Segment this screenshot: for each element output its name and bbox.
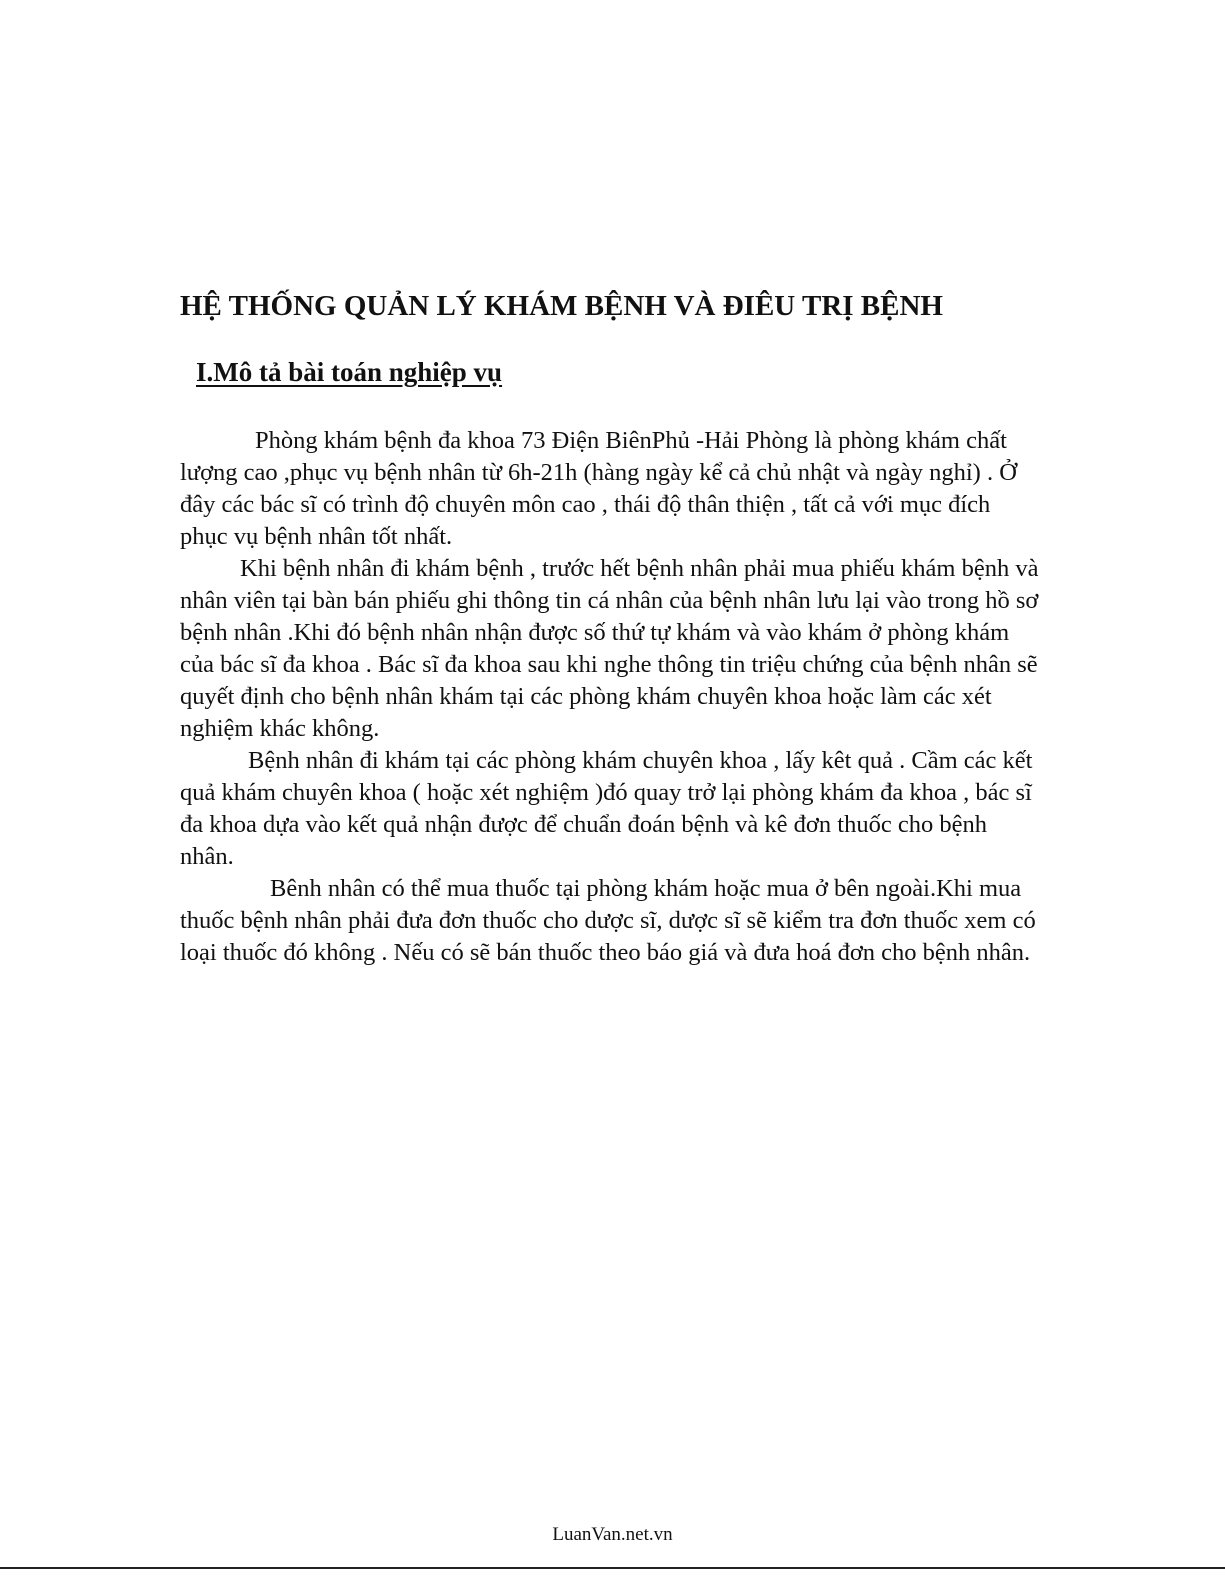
section-heading: I.Mô tả bài toán nghiệp vụ <box>196 357 503 387</box>
paragraph-pharmacy: Bênh nhân có thể mua thuốc tại phòng khám hoặc mua ở bên ngoài.Khi mua thuốc bệnh nhân phải đưa đơn thuốc cho dược sĩ, dược sĩ sẽ kiểm tra đơn thuốc xem có loại thuốc đó không . Nếu có sẽ bán thuốc theo báo giá và đưa hoá đơn cho bệnh nhân. <box>180 875 1036 966</box>
document-title: HỆ THỐNG QUẢN LÝ KHÁM BỆNH VÀ ĐIÊU TRỊ BỆNH <box>180 290 943 322</box>
paragraph-registration: Khi bệnh nhân đi khám bệnh , trước hết bệnh nhân phải mua phiếu khám bệnh và nhân viên tại bàn bán phiếu ghi thông tin cá nhân của bệnh nhân lưu lại vào trong hồ sơ bệnh nhân .Khi đó bệnh nhân nhận được số thứ tự khám và vào khám ở phòng khám của bác sĩ đa khoa . Bác sĩ đa khoa sau khi nghe thông tin triệu chứng của bệnh nhân sẽ quyết định cho bệnh nhân khám tại các phòng khám chuyên khoa hoặc làm các xét nghiệm khác không. <box>180 555 1039 742</box>
paragraph-clinic-intro: Phòng khám bệnh đa khoa 73 Điện BiênPhủ -Hải Phòng là phòng khám chất lượng cao ,phục vụ bệnh nhân từ 6h-21h (hàng ngày kể cả chủ nhật và ngày nghỉ) . Ở đây các bác sĩ có trình độ chuyên môn cao , thái độ thân thiện , tất cả với mục đích phục vụ bệnh nhân tốt nhất. <box>180 427 1017 550</box>
bottom-divider <box>0 1567 1225 1569</box>
document-body <box>180 425 1040 969</box>
paragraph-specialist-exam: Bệnh nhân đi khám tại các phòng khám chuyên khoa , lấy kêt quả . Cầm các kết quả khám chuyên khoa ( hoặc xét nghiệm )đó quay trở lại phòng khám đa khoa , bác sĩ đa khoa dựa vào kết quả nhận được để chuẩn đoán bệnh và kê đơn thuốc cho bệnh nhân. <box>180 747 1033 870</box>
page-footer: LuanVan.net.vn <box>552 1524 673 1545</box>
